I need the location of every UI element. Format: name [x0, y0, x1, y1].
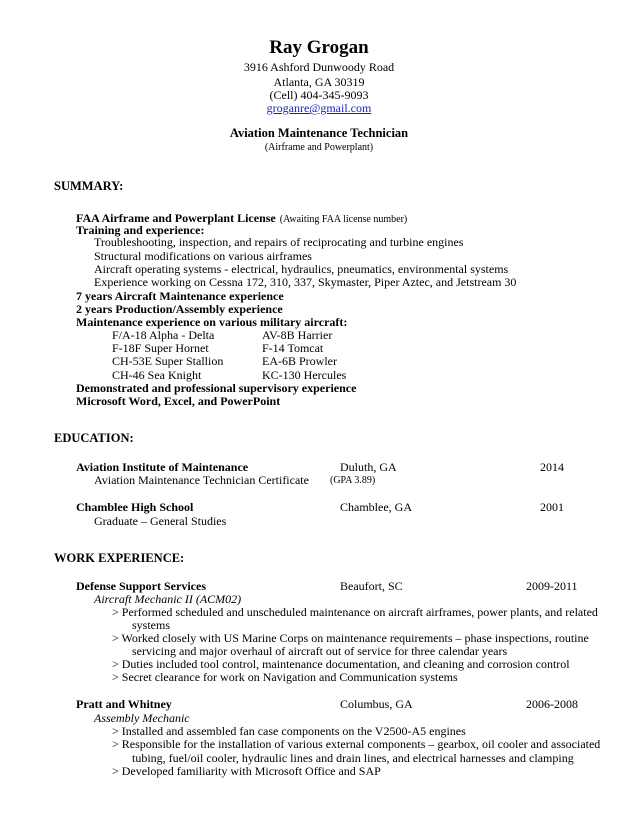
military-aircraft-left: F/A-18 Alpha - Delta	[112, 328, 215, 342]
job-duty: > Performed scheduled and unscheduled maintenance on aircraft airframes, power plants, and related	[112, 605, 598, 619]
military-aircraft-left: F-18F Super Hornet	[112, 341, 209, 355]
phone-line: (Cell) 404-345-9093	[269, 88, 369, 102]
training-item: Experience working on Cessna 172, 310, 337, Skymaster, Piper Aztec, and Jetstream 30	[94, 275, 517, 289]
job-dates: 2009-2011	[526, 579, 578, 593]
school-location: Chamblee, GA	[340, 500, 412, 514]
email-link[interactable]: groganre@gmail.com	[266, 101, 372, 115]
company-location: Columbus, GA	[340, 697, 413, 711]
training-item: Troubleshooting, inspection, and repairs of reciprocating and turbine engines	[94, 235, 464, 249]
school-detail: Aviation Maintenance Technician Certificate	[94, 473, 309, 487]
job-duty: > Worked closely with US Marine Corps on maintenance requirements – phase inspections, routine	[112, 631, 589, 645]
education-heading: EDUCATION:	[54, 431, 134, 445]
faa-license-note: (Awaiting FAA license number)	[279, 214, 408, 225]
school-detail: Graduate – General Studies	[94, 514, 227, 528]
job-duty: > Responsible for the installation of various external components – gearbox, oil cooler and associated	[112, 737, 601, 751]
military-heading: Maintenance experience on various military aircraft:	[76, 315, 348, 329]
job-title: Aviation Maintenance Technician	[229, 126, 409, 140]
military-aircraft-right: F-14 Tomcat	[262, 341, 324, 355]
military-aircraft-right: EA-6B Prowler	[262, 354, 337, 368]
training-item: Structural modifications on various airframes	[94, 249, 312, 263]
job-duty: > Installed and assembled fan case components on the V2500-A5 engines	[112, 724, 466, 738]
school-year: 2001	[540, 500, 564, 514]
job-position: Assembly Mechanic	[94, 711, 190, 725]
training-heading: Training and experience:	[76, 223, 205, 237]
job-subtitle: (Airframe and Powerplant)	[264, 142, 374, 153]
company-name: Defense Support Services	[76, 579, 206, 593]
job-duty: > Developed familiarity with Microsoft Office and SAP	[112, 764, 381, 778]
supervisory-experience: Demonstrated and professional supervisory experience	[76, 381, 357, 395]
software-skills: Microsoft Word, Excel, and PowerPoint	[76, 394, 281, 408]
military-aircraft-left: CH-46 Sea Knight	[112, 368, 202, 382]
company-name: Pratt and Whitney	[76, 697, 172, 711]
city-line: Atlanta, GA 30319	[273, 75, 365, 89]
candidate-name: Ray Grogan	[269, 37, 369, 58]
address-line: 3916 Ashford Dunwoody Road	[243, 60, 395, 74]
job-duty: > Secret clearance for work on Navigation and Communication systems	[112, 670, 458, 684]
faa-license-label: FAA Airframe and Powerplant License	[76, 211, 276, 225]
production-experience: 2 years Production/Assembly experience	[76, 302, 283, 316]
military-aircraft-left: CH-53E Super Stallion	[112, 354, 224, 368]
job-dates: 2006-2008	[526, 697, 578, 711]
job-duty-continued: servicing and major overhaul of aircraft out of service for three calendar years	[132, 644, 508, 658]
school-name: Chamblee High School	[76, 500, 194, 514]
company-location: Beaufort, SC	[340, 579, 403, 593]
school-gpa: (GPA 3.89)	[330, 475, 376, 486]
school-year: 2014	[540, 460, 564, 474]
job-duty: > Duties included tool control, maintenance documentation, and cleaning and corrosion control	[112, 657, 570, 671]
school-location: Duluth, GA	[340, 460, 397, 474]
summary-heading: SUMMARY:	[54, 179, 124, 193]
job-position: Aircraft Mechanic II (ACM02)	[94, 592, 242, 606]
job-duty-continued: tubing, fuel/oil cooler, hydraulic lines and drain lines, and electrical harnesses and clamping	[132, 751, 574, 765]
job-duty-continued: systems	[132, 618, 171, 632]
military-aircraft-right: KC-130 Hercules	[262, 368, 347, 382]
school-name: Aviation Institute of Maintenance	[76, 460, 249, 474]
aircraft-experience: 7 years Aircraft Maintenance experience	[76, 289, 284, 303]
military-aircraft-right: AV-8B Harrier	[262, 328, 333, 342]
work-heading: WORK EXPERIENCE:	[54, 551, 185, 565]
training-item: Aircraft operating systems - electrical, hydraulics, pneumatics, environmental systems	[94, 262, 509, 276]
